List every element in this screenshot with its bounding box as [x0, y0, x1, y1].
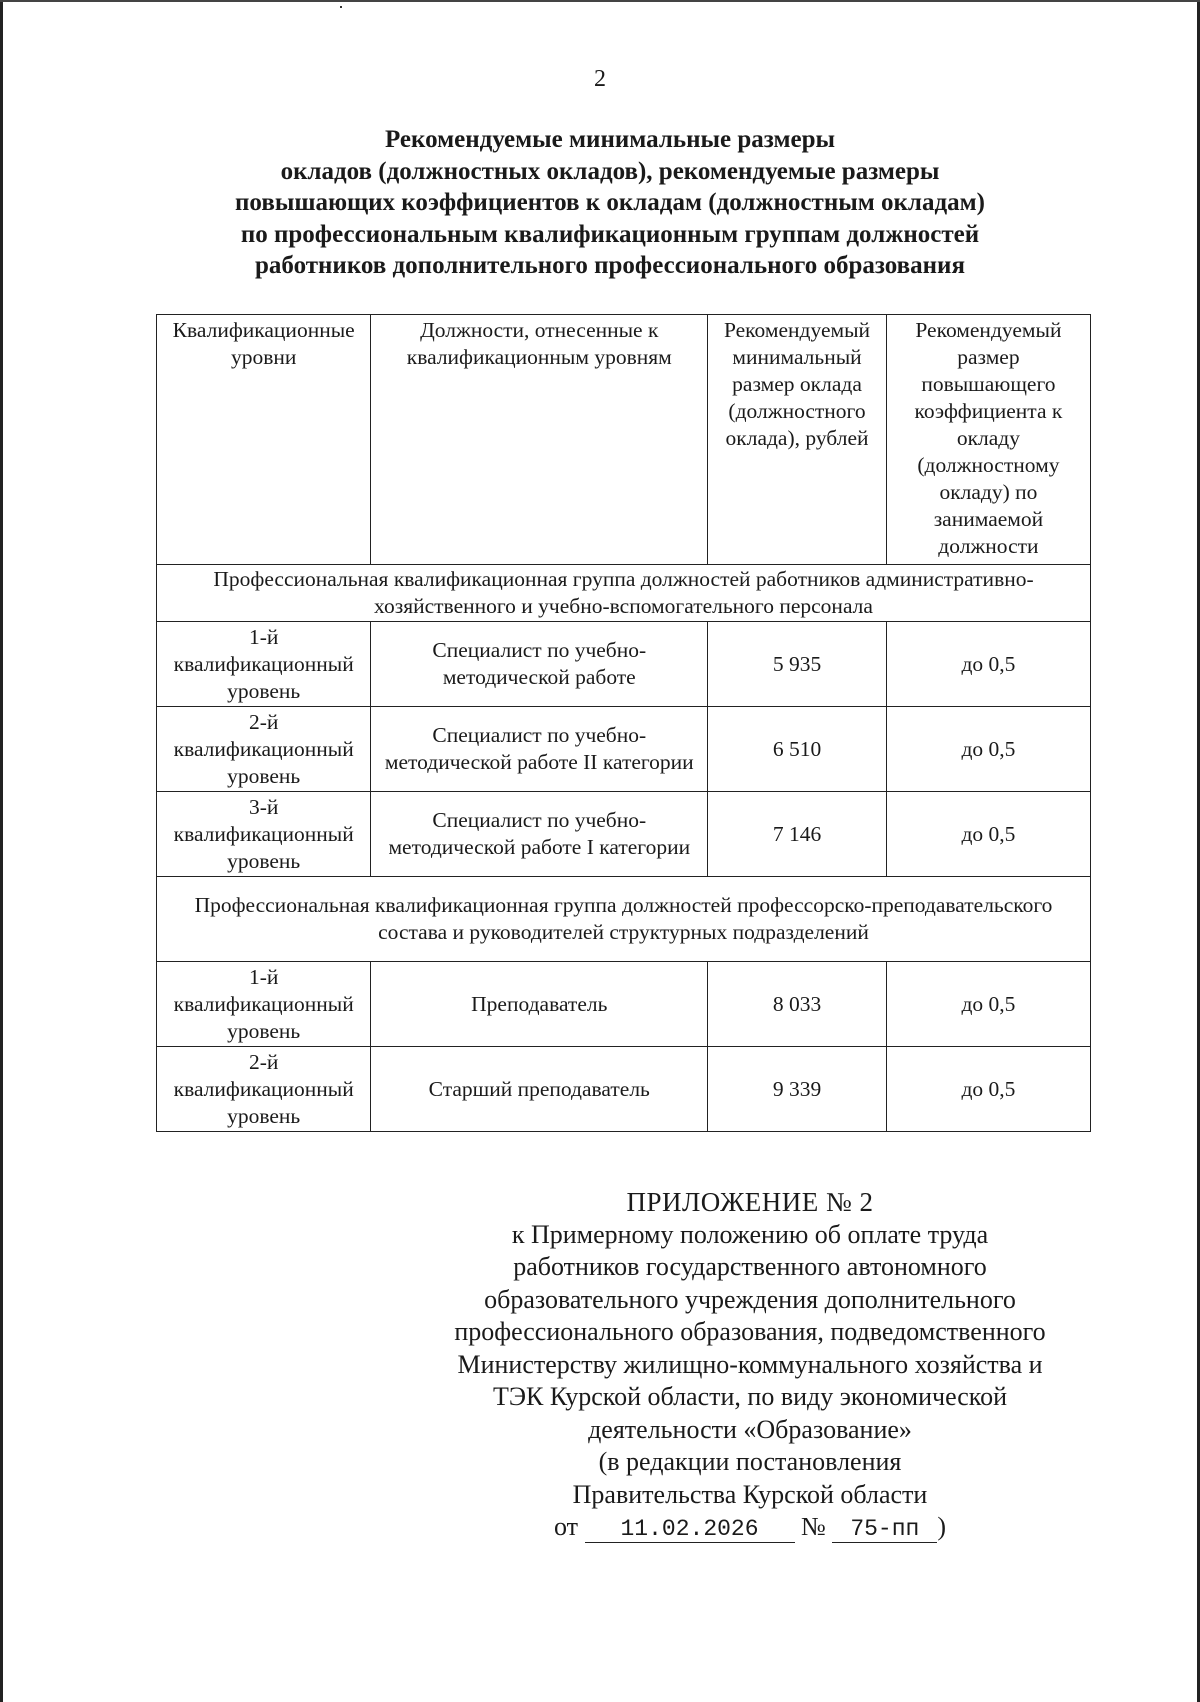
group-header-row [157, 877, 1091, 962]
level-cell [157, 707, 371, 792]
level-number: 1-й [248, 964, 279, 989]
salary-table [156, 314, 1091, 1132]
appendix-heading: ПРИЛОЖЕНИЕ № 2 [626, 1187, 874, 1217]
level-number: 2-й [248, 1049, 279, 1074]
header-min-salary: Рекомендуемый минимальный размер оклада (должностного оклада), рублей [708, 315, 887, 565]
salary-cell: 7 146 [708, 792, 887, 877]
table-row [157, 707, 1091, 792]
group-header-row [157, 565, 1091, 622]
level-unit: уровень [227, 1018, 301, 1043]
header-coefficient: Рекомендуемый размер повышающего коэффициента к окладу (должностному окладу) по занимаемой должности [886, 315, 1090, 565]
position-cell: Старший преподаватель [371, 1047, 708, 1132]
level-unit: уровень [227, 763, 301, 788]
document-title [150, 124, 1070, 282]
coefficient-cell: до 0,5 [886, 1047, 1090, 1132]
table-row [157, 962, 1091, 1047]
title-line: работников дополнительного профессионального образования [255, 252, 965, 279]
group-title: Профессиональная квалификационная группа должностей профессорско-преподавательского состава и руководителей структурных подразделений [157, 877, 1091, 962]
position-cell: Специалист по учебно-методической работе [371, 622, 708, 707]
level-word: квалификационный [173, 736, 354, 761]
group-title: Профессиональная квалификационная группа должностей работников административно-хозяйственного и учебно-вспомогательного персонала [157, 565, 1091, 622]
position-cell: Преподаватель [371, 962, 708, 1047]
table-row [157, 622, 1091, 707]
appendix-line: (в редакции постановления [598, 1447, 902, 1476]
level-cell [157, 622, 371, 707]
decree-reference-line [420, 1511, 1080, 1544]
salary-cell: 9 339 [708, 1047, 887, 1132]
level-number: 3-й [248, 794, 279, 819]
appendix-line: работников государственного автономного [513, 1252, 987, 1281]
appendix-line: к Примерному положению об оплате труда [511, 1219, 989, 1249]
appendix-line: профессионального образования, подведомственного [454, 1317, 1046, 1346]
decree-number: 75-пп [832, 1516, 937, 1543]
level-cell [157, 962, 371, 1047]
header-qualification-levels: Квалификационные уровни [157, 315, 371, 565]
level-word: квалификационный [173, 991, 354, 1016]
page-border-left [0, 0, 3, 1702]
title-line: повышающих коэффициентов к окладам (должностным окладам) [235, 189, 985, 216]
table-row [157, 1047, 1091, 1132]
number-label: № [801, 1512, 826, 1541]
position-cell: Специалист по учебно-методической работе I категории [371, 792, 708, 877]
level-unit: уровень [227, 848, 301, 873]
level-unit: уровень [227, 678, 301, 703]
level-word: квалификационный [173, 821, 354, 846]
decree-date: 11.02.2026 [585, 1516, 795, 1543]
from-label: от [553, 1512, 579, 1541]
coefficient-cell: до 0,5 [886, 622, 1090, 707]
salary-cell: 8 033 [708, 962, 887, 1047]
appendix-line: Правительства Курской области [572, 1479, 928, 1509]
level-number: 1-й [248, 624, 279, 649]
scan-speck [340, 6, 342, 8]
salary-cell: 5 935 [708, 622, 887, 707]
level-word: квалификационный [173, 1076, 354, 1101]
salary-cell: 6 510 [708, 707, 887, 792]
page-number: 2 [594, 66, 606, 92]
table-header-row [157, 315, 1091, 565]
table-row [157, 792, 1091, 877]
appendix-line: образовательного учреждения дополнительного [484, 1284, 1016, 1314]
level-number: 2-й [248, 709, 279, 734]
appendix-line: Министерству жилищно-коммунального хозяйства и [457, 1349, 1043, 1379]
level-cell [157, 1047, 371, 1132]
appendix-block [420, 1186, 1080, 1544]
position-cell: Специалист по учебно-методической работе II категории [371, 707, 708, 792]
title-line: Рекомендуемые минимальные размеры [384, 126, 835, 153]
coefficient-cell: до 0,5 [886, 792, 1090, 877]
title-line: окладов (должностных окладов), рекомендуемые размеры [280, 157, 940, 185]
appendix-line: ТЭК Курской области, по виду экономической [492, 1382, 1008, 1411]
close-paren: ) [937, 1512, 946, 1541]
page-border-top [0, 0, 1200, 2]
level-word: квалификационный [173, 651, 354, 676]
appendix-line: деятельности «Образование» [588, 1414, 912, 1444]
level-unit: уровень [227, 1103, 301, 1128]
level-cell [157, 792, 371, 877]
header-positions: Должности, отнесенные к квалификационным уровням [371, 315, 708, 565]
coefficient-cell: до 0,5 [886, 962, 1090, 1047]
title-line: по профессиональным квалификационным группам должностей [240, 220, 980, 248]
coefficient-cell: до 0,5 [886, 707, 1090, 792]
